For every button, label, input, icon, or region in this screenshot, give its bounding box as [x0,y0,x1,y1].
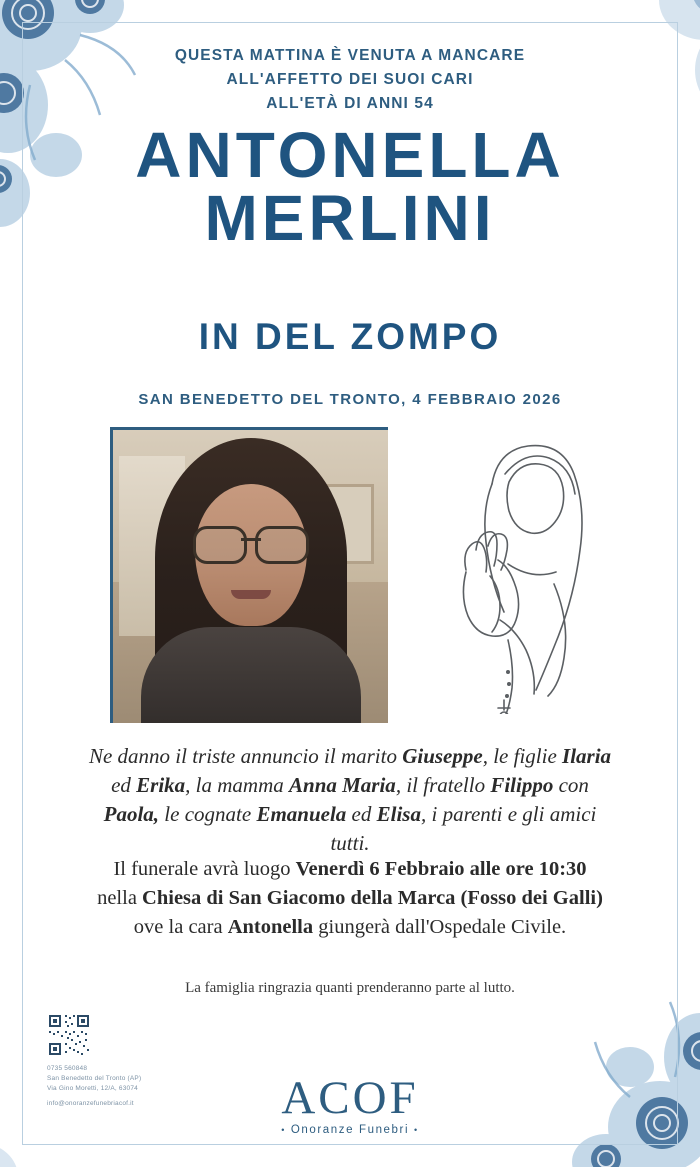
contact-city: San Benedetto del Tronto (AP) [47,1075,142,1083]
logo-dot-left: • [281,1124,287,1135]
deceased-married-name: IN DEL ZOMPO [198,316,502,357]
contact-email[interactable]: info@onoranzefunebriacof.it [47,1100,134,1108]
intro-line-1: QUESTA MATTINA È VENUTA A MANCARE [174,47,526,64]
logo-name: ACOF [281,1072,419,1124]
company-logo [0,1072,700,1136]
deceased-last-name: MERLINI [204,182,496,255]
portrait-photo [113,430,388,723]
logo-tagline-row [0,1124,700,1136]
photo-glasses-left-lens [193,526,247,564]
deceased-name [0,119,700,255]
portrait-frame [110,427,388,723]
intro-line-2: ALL'AFFETTO DEI SUOI CARI [226,71,474,89]
praying-madonna-illustration [404,424,614,714]
thanks-text: La famiglia ringrazia quanti prenderanno parte al lutto. [185,980,515,996]
funeral-details-text: Il funerale avrà luogo Venerdì 6 Febbraio alle ore 10:30 nella Chiesa di San Giacomo della Marca (Fosso dei Galli) ove la cara Antonella giungerà dall'Ospedale Civile. [97,858,603,939]
intro-text [0,44,700,116]
intro-line-3: ALL'ETÀ DI ANNI 54 [266,95,434,113]
photo-glasses-right-lens [255,526,309,564]
praying-madonna-icon [404,424,614,714]
photo-glasses [193,526,309,560]
photo-shoulders [141,627,361,723]
deceased-first-name: ANTONELLA [135,119,565,191]
photo-mouth [231,590,271,599]
contact-phone: 0735 560848 [47,1065,88,1072]
logo-tagline: Onoranze Funebri [290,1124,410,1136]
place-and-date: SAN BENEDETTO DEL TRONTO, 4 FEBBRAIO 2026 [138,391,562,408]
logo-dot-right: • [413,1124,419,1135]
contact-address: Via Gino Moretti, 12/A, 63074 [47,1085,138,1093]
announcement-text: Ne danno il triste annuncio il marito Giuseppe, le figlie Ilaria ed Erika, la mamma Anna Maria, il fratello Filippo con Paola, le cognate Emanuela ed Elisa, i parenti e gli amici tutti. [88,744,612,855]
qr-code[interactable] [47,1013,91,1057]
photo-glasses-bridge [241,538,261,541]
qr-code-icon [47,1013,91,1057]
